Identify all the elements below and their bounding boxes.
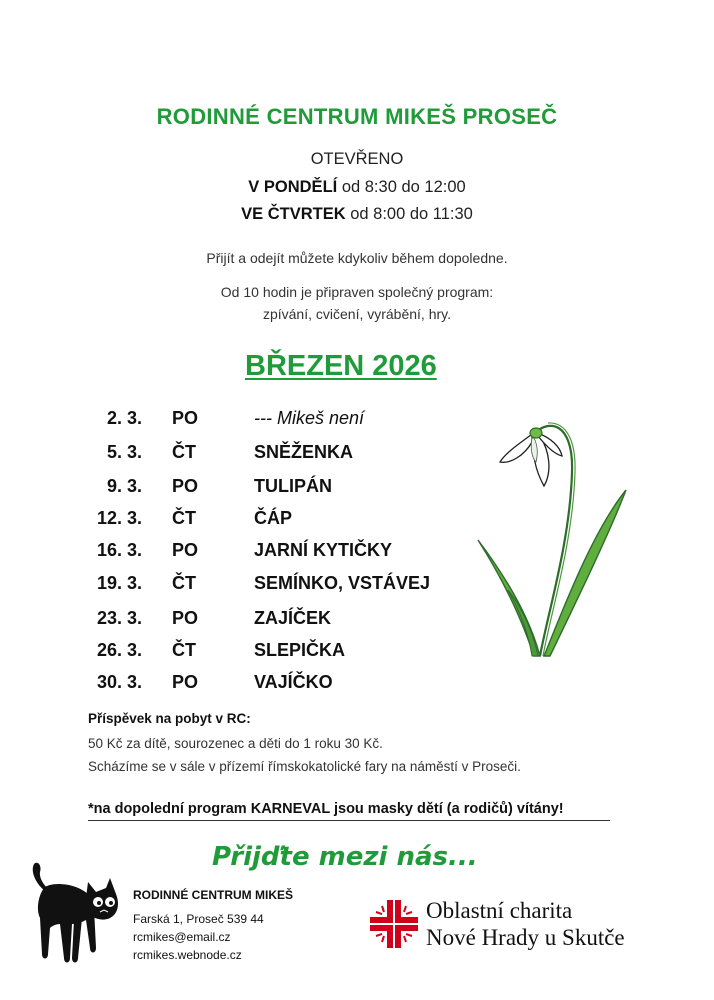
info-line-1: Přijít a odejít můžete kdykoliv během dopoledne. <box>206 250 508 266</box>
schedule-topic: ZAJÍČEK <box>254 608 332 628</box>
opening-label: OTEVŘENO <box>310 150 404 168</box>
thursday-hours <box>0 205 714 224</box>
schedule-date: 2. 3. <box>106 408 142 428</box>
schedule-date: 26. 3. <box>96 640 142 660</box>
black-cat-logo <box>26 858 122 968</box>
charity-name-line-1: Oblastní charita <box>426 898 573 923</box>
info-line-3: zpívání, cvičení, vyrábění, hry. <box>262 306 452 322</box>
thursday-day: VE ČTVRTEK <box>241 205 346 223</box>
schedule-topic: ČÁP <box>254 508 293 528</box>
schedule-day: ČT <box>172 640 196 660</box>
page-title: RODINNÉ CENTRUM MIKEŠ PROSEČ <box>156 104 558 129</box>
schedule-date: 9. 3. <box>106 476 142 496</box>
schedule-date: 16. 3. <box>96 540 142 560</box>
schedule-day: PO <box>172 476 199 496</box>
schedule-topic: SNĚŽENKA <box>254 442 354 462</box>
fee-line-2: Scházíme se v sále v přízemí římskokatolické fary na náměstí v Proseči. <box>88 759 521 774</box>
divider <box>88 820 610 821</box>
schedule-date: 23. 3. <box>96 608 142 628</box>
monday-hours <box>0 178 714 197</box>
schedule-topic: VAJÍČKO <box>254 672 333 692</box>
schedule-day: ČT <box>172 573 196 593</box>
address: Farská 1, Proseč 539 44 <box>133 912 264 926</box>
month-title: BŘEZEN 2026 <box>245 350 437 382</box>
org-name: RODINNÉ CENTRUM MIKEŠ <box>133 888 294 902</box>
snowdrop-flower-illustration <box>472 412 632 662</box>
schedule-topic: --- Mikeš není <box>254 408 365 428</box>
schedule-day: PO <box>172 540 199 560</box>
caritas-cross-logo <box>368 898 420 950</box>
monday-time: od 8:30 do 12:00 <box>337 178 466 196</box>
schedule-date: 19. 3. <box>96 573 142 593</box>
email: rcmikes@email.cz <box>133 930 231 944</box>
website: rcmikes.webnode.cz <box>133 948 242 962</box>
charity-name-line-2: Nové Hrady u Skutče <box>426 925 625 950</box>
schedule-date: 5. 3. <box>106 442 142 462</box>
fee-heading: Příspěvek na pobyt v RC: <box>88 711 251 726</box>
schedule-day: ČT <box>172 508 196 528</box>
schedule-topic: SLEPIČKA <box>254 640 346 660</box>
monday-day: V PONDĚLÍ <box>248 178 338 196</box>
karneval-note: *na dopolední program KARNEVAL jsou masky dětí (a rodičů) vítány! <box>88 801 564 817</box>
schedule-topic: SEMÍNKO, VSTÁVEJ <box>254 573 431 593</box>
fee-line-1: 50 Kč za dítě, sourozenec a děti do 1 roku 30 Kč. <box>88 736 383 751</box>
schedule-day: PO <box>172 672 199 692</box>
schedule-day: PO <box>172 408 199 428</box>
slogan: Přijďte mezi nás... <box>212 842 478 872</box>
thursday-time: od 8:00 do 11:30 <box>345 205 473 223</box>
schedule-topic: JARNÍ KYTIČKY <box>254 540 393 560</box>
schedule-day: PO <box>172 608 199 628</box>
info-line-2: Od 10 hodin je připraven společný program: <box>220 284 494 300</box>
schedule-date: 30. 3. <box>96 672 142 692</box>
schedule-topic: TULIPÁN <box>254 476 332 496</box>
schedule-date: 12. 3. <box>96 508 142 528</box>
schedule-day: ČT <box>172 442 196 462</box>
